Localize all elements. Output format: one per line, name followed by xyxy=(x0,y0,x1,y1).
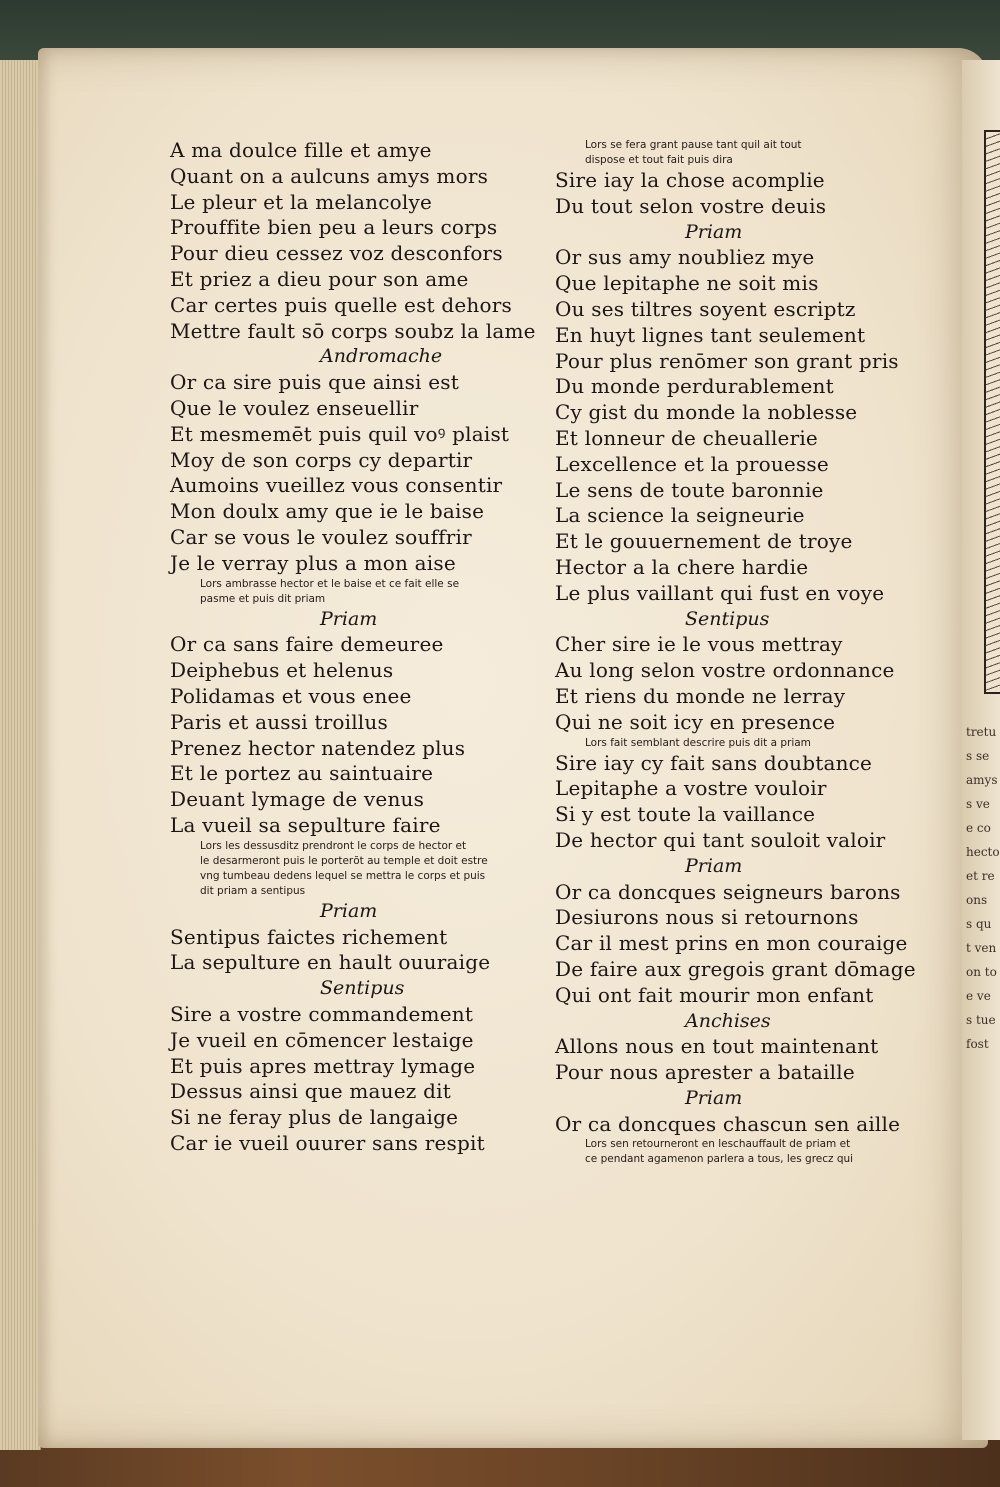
right-verse-line: Si y est toute la vaillance xyxy=(555,802,816,827)
left-speaker-line: Priam xyxy=(320,607,378,630)
right-speaker-line: Anchises xyxy=(685,1009,771,1032)
facing-page-fragment: on to xyxy=(966,965,997,979)
facing-page-fragment: tretu xyxy=(966,725,997,739)
left-verse-line: Aumoins vueillez vous consentir xyxy=(170,473,503,498)
right-verse-line: Cher sire ie le vous mettray xyxy=(555,632,843,657)
right-verse-line: De faire aux gregois grant dōmage xyxy=(555,956,916,981)
left-verse-line: Polidamas et vous enee xyxy=(170,683,412,708)
right-verse-line: Et lonneur de cheuallerie xyxy=(555,425,818,450)
right-verse-line: Allons nous en tout maintenant xyxy=(555,1034,879,1059)
right-verse-line: De hector qui tant souloit valoir xyxy=(555,827,886,852)
facing-page-fragment: fost xyxy=(966,1037,989,1051)
right-verse-line: Or ca doncques seigneurs barons xyxy=(555,879,901,904)
facing-page-fragment: e ve xyxy=(966,989,991,1003)
right-verse-line: Au long selon vostre ordonnance xyxy=(555,658,895,683)
left-speaker-line: Sentipus xyxy=(320,977,405,1000)
right-verse-line: Que lepitaphe ne soit mis xyxy=(555,271,819,296)
right-verse-line: Or sus amy noubliez mye xyxy=(555,245,815,270)
facing-page-fragment: et re xyxy=(966,869,995,883)
facing-page-fragment: s ve xyxy=(966,797,990,811)
right-verse-line: Or ca doncques chascun sen aille xyxy=(555,1111,901,1136)
right-verse-line: Du monde perdurablement xyxy=(555,374,834,399)
right-rubric-line: ce pendant agamenon parlera a tous, les grecz qui xyxy=(585,1153,854,1166)
facing-page-fragment: amys xyxy=(966,773,998,787)
right-verse-line: Pour plus renōmer son grant pris xyxy=(555,348,899,373)
left-rubric-line: Lors ambrasse hector et le baise et ce fait elle se xyxy=(200,577,460,590)
left-verse-line: Pour dieu cessez voz desconfors xyxy=(170,241,503,266)
left-verse-line: Que le voulez enseuellir xyxy=(170,395,419,420)
right-speaker-line: Sentipus xyxy=(685,607,770,630)
left-verse-line: Car se vous le voulez souffrir xyxy=(170,524,472,549)
left-verse-line: Moy de son corps cy departir xyxy=(170,447,473,472)
right-speaker-line: Priam xyxy=(685,220,743,243)
facing-page-fragment: s qu xyxy=(966,917,992,931)
right-verse-line: Lepitaphe a vostre vouloir xyxy=(555,776,827,801)
left-verse-line: Sentipus faictes richement xyxy=(170,924,448,949)
right-verse-line: Et le gouuernement de troye xyxy=(555,529,853,554)
right-verse-line: Qui ne soit icy en presence xyxy=(555,709,836,734)
left-verse-line: Sire a vostre commandement xyxy=(170,1001,474,1026)
woodcut-illustration xyxy=(984,130,1000,694)
left-rubric-line: le desarmeront puis le porterōt au temple et doit estre xyxy=(200,854,488,867)
left-verse-line: Prenez hector natendez plus xyxy=(170,735,466,760)
right-verse-line: Le plus vaillant qui fust en voye xyxy=(555,580,885,605)
right-rubric-line: Lors fait semblant descrire puis dit a priam xyxy=(585,736,811,749)
left-verse-line: La vueil sa sepulture faire xyxy=(170,812,441,837)
left-verse-line: Et le portez au saintuaire xyxy=(170,761,434,786)
left-speaker-line: Andromache xyxy=(320,345,443,368)
right-speaker-line: Priam xyxy=(685,1086,743,1109)
left-verse-line: Prouffite bien peu a leurs corps xyxy=(170,215,498,240)
right-rubric-line: dispose et tout fait puis dira xyxy=(585,154,733,166)
right-verse-line: Lexcellence et la prouesse xyxy=(555,451,829,476)
left-verse-line: Deuant lymage de venus xyxy=(170,787,425,812)
right-rubric-line: Lors sen retourneront en leschauffault de priam et xyxy=(585,1138,851,1151)
left-verse-line: Si ne feray plus de langaige xyxy=(170,1105,459,1130)
left-verse-line: Deiphebus et helenus xyxy=(170,658,394,683)
facing-page-fragment: t ven xyxy=(966,941,997,955)
right-verse-line: Sire iay cy fait sans doubtance xyxy=(555,750,873,775)
right-verse-line: En huyt lignes tant seulement xyxy=(555,322,866,347)
right-verse-line: Desiurons nous si retournons xyxy=(555,905,859,930)
left-rubric-line: vng tumbeau dedens lequel se mettra le corps et puis xyxy=(200,869,486,882)
right-verse-line: Car il mest prins en mon couraige xyxy=(555,931,908,956)
right-verse-line: Qui ont fait mourir mon enfant xyxy=(555,982,874,1007)
left-verse-line: Car certes puis quelle est dehors xyxy=(170,292,512,317)
left-verse-line: Et puis apres mettray lymage xyxy=(170,1053,476,1078)
facing-page-text xyxy=(966,720,1000,1056)
right-verse-line: Pour nous aprester a bataille xyxy=(555,1060,855,1085)
right-verse-line: Hector a la chere hardie xyxy=(555,554,809,579)
left-verse-line: A ma doulce fille et amye xyxy=(170,138,432,162)
right-verse-line: Cy gist du monde la noblesse xyxy=(555,400,858,425)
left-verse-line: Mon doulx amy que ie le baise xyxy=(170,499,485,524)
right-rubric-line: Lors se fera grant pause tant quil ait tout xyxy=(585,139,802,151)
left-verse-line: Quant on a aulcuns amys mors xyxy=(170,163,489,188)
right-verse-line: Du tout selon vostre deuis xyxy=(555,193,827,218)
left-verse-line: Et priez a dieu pour son ame xyxy=(170,266,469,291)
left-verse-line: La sepulture en hault ouuraige xyxy=(170,950,491,975)
page-stack-edge xyxy=(0,60,41,1450)
right-verse-line: Le sens de toute baronnie xyxy=(555,477,824,502)
facing-page-fragment: s tue xyxy=(966,1013,996,1027)
left-verse-line: Or ca sans faire demeuree xyxy=(170,632,444,657)
left-rubric-line: dit priam a sentipus xyxy=(200,884,306,897)
right-speaker-line: Priam xyxy=(685,854,743,877)
right-verse-line: Et riens du monde ne lerray xyxy=(555,683,846,708)
left-verse-line: Or ca sire puis que ainsi est xyxy=(170,370,459,395)
facing-page-fragment: hecto xyxy=(966,845,1000,859)
left-speaker-line: Priam xyxy=(320,899,378,922)
right-verse-line: Sire iay la chose acomplie xyxy=(555,168,825,192)
facing-page-fragment: s se xyxy=(966,749,990,763)
left-verse-line: Je le verray plus a mon aise xyxy=(170,550,456,575)
right-verse-line: Ou ses tiltres soyent escriptz xyxy=(555,296,856,321)
left-verse-line: Car ie vueil ouurer sans respit xyxy=(170,1130,485,1155)
left-verse-line: Paris et aussi troillus xyxy=(170,709,388,734)
left-text-column xyxy=(170,138,536,1157)
facing-page-fragment: e co xyxy=(966,821,991,835)
left-verse-line: Dessus ainsi que mauez dit xyxy=(170,1079,451,1104)
right-text-column xyxy=(555,138,916,1167)
left-rubric-line: pasme et puis dit priam xyxy=(200,592,326,605)
left-rubric-line: Lors les dessusditz prendront le corps de hector et xyxy=(200,839,467,852)
left-verse-line: Et mesmemēt puis quil voꝰ plaist xyxy=(170,421,510,446)
left-verse-line: Mettre fault sō corps soubz la lame xyxy=(170,318,536,343)
left-verse-line: Je vueil en cōmencer lestaige xyxy=(170,1027,474,1052)
right-verse-line: La science la seigneurie xyxy=(555,503,805,528)
facing-page-edge xyxy=(962,60,1000,1440)
facing-page-fragment: ons xyxy=(966,893,988,907)
left-verse-line: Le pleur et la melancolye xyxy=(170,189,432,214)
